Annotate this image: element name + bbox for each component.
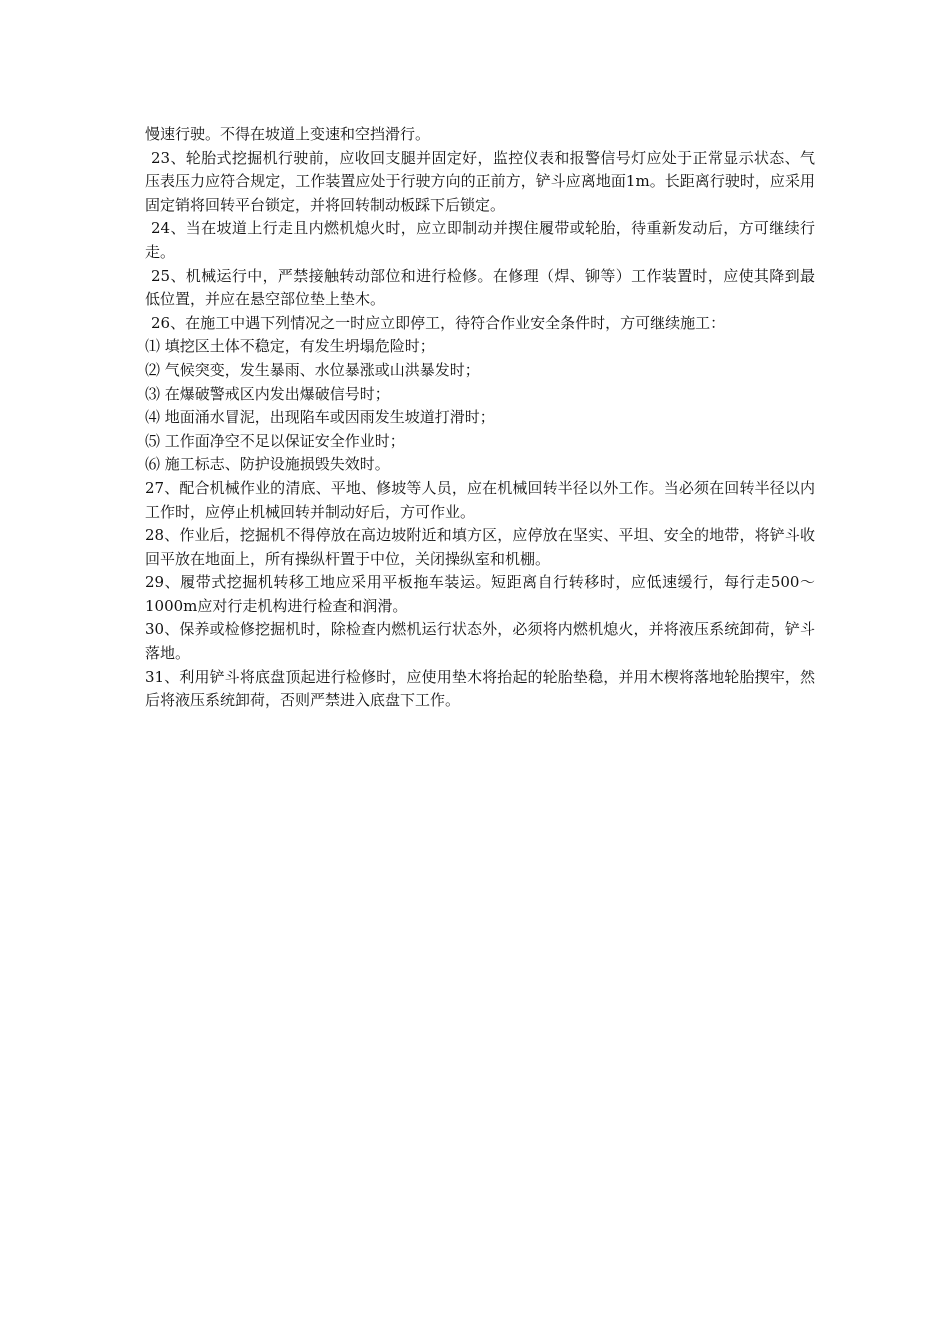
paragraph-item-27: 27、配合机械作业的清底、平地、修坡等人员，应在机械回转半径以外工作。当必须在回转半径以内工作时，应停止机械回转并制动好后，方可作业。	[145, 478, 815, 521]
sub-item-3: ⑶ 在爆破警戒区内发出爆破信号时；	[145, 384, 390, 403]
sub-item-1: ⑴ 填挖区土体不稳定，有发生坍塌危险时；	[145, 337, 435, 356]
sub-item-2: ⑵ 气候突变，发生暴雨、水位暴涨或山洪暴发时；	[145, 360, 480, 379]
paragraph-item-30: 30、保养或检修挖掘机时，除检查内燃机运行状态外，必须将内燃机熄火，并将液压系统卸荷，铲斗落地。	[145, 620, 815, 663]
paragraph-item-23: 23、轮胎式挖掘机行驶前，应收回支腿并固定好，监控仪表和报警信号灯应处于正常显示状态、气压表压力应符合规定，工作装置应处于行驶方向的正前方，铲斗应离地面1m。长距离行驶时，应采用固定销将回转平台锁定，并将回转制动板踩下后锁定。	[145, 148, 815, 214]
paragraph-item-31: 31、利用铲斗将底盘顶起进行检修时，应使用垫木将抬起的轮胎垫稳，并用木楔将落地轮胎揳牢，然后将液压系统卸荷，否则严禁进入底盘下工作。	[145, 667, 815, 710]
document-body	[145, 123, 815, 713]
paragraph-item-26: 26、在施工中遇下列情况之一时应立即停工，待符合作业安全条件时，方可继续施工：	[151, 313, 726, 332]
paragraph-item-24: 24、当在坡道上行走且内燃机熄火时，应立即制动并揳住履带或轮胎，待重新发动后，方可继续行走。	[145, 219, 815, 261]
sub-item-4: ⑷ 地面涌水冒泥，出现陷车或因雨发生坡道打滑时；	[145, 408, 495, 427]
paragraph-continuation: 慢速行驶。不得在坡道上变速和空挡滑行。	[145, 125, 431, 143]
paragraph-item-28: 28、作业后，挖掘机不得停放在高边坡附近和填方区，应停放在坚实、平坦、安全的地带，将铲斗收回平放在地面上，所有操纵杆置于中位，关闭操纵室和机棚。	[145, 526, 815, 568]
paragraph-item-25: 25、机械运行中，严禁接触转动部位和进行检修。在修理（焊、铆等）工作装置时，应使其降到最低位置，并应在悬空部位垫上垫木。	[145, 266, 815, 309]
sub-item-5: ⑸ 工作面净空不足以保证安全作业时；	[145, 431, 405, 450]
sub-item-6: ⑹ 施工标志、防护设施损毁失效时。	[145, 455, 390, 474]
paragraph-item-29: 29、履带式挖掘机转移工地应采用平板拖车装运。短距离自行转移时，应低速缓行，每行走500～1000m应对行走机构进行检查和润滑。	[145, 573, 815, 615]
